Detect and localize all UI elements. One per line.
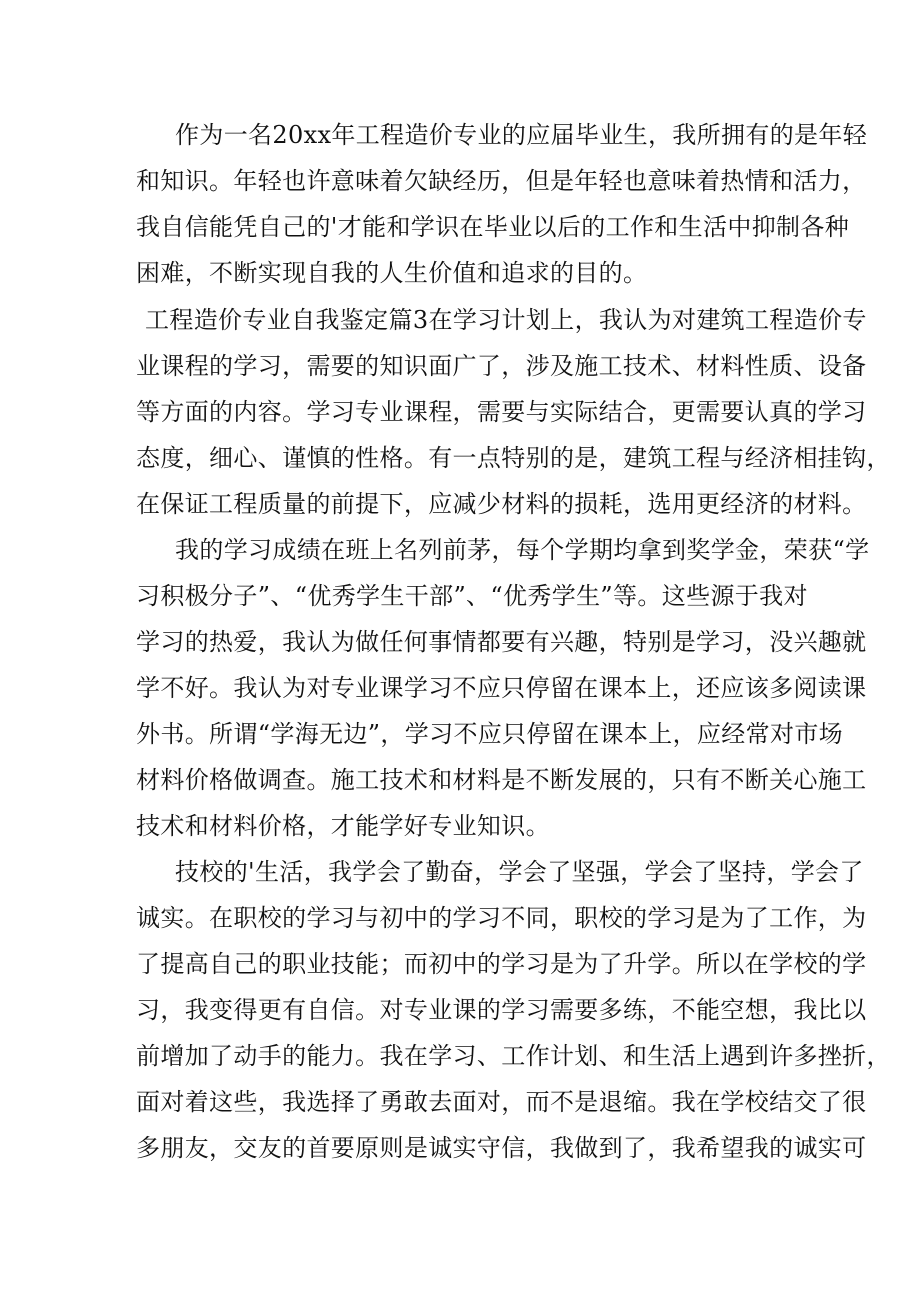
- text-line: 技校的'生活，我学会了勤奋，学会了坚强，学会了坚持，学会了: [175, 858, 864, 886]
- text-line: 我的学习成绩在班上名列前茅，每个学期均拿到奖学金，荣获“学: [175, 536, 870, 564]
- text-line: 习积极分子”、“优秀学生干部”、“优秀学生”等。这些源于我对: [136, 582, 808, 610]
- text-line: 态度，细心、谨慎的性格。有一点特别的是，建筑工程与经济相挂钩，: [136, 444, 891, 472]
- text-line: 等方面的内容。学习专业课程，需要与实际结合，更需要认真的学习: [136, 398, 867, 426]
- text-line: 了提高自己的职业技能；而初中的学习是为了升学。所以在学校的学: [136, 950, 867, 978]
- text-line: 我自信能凭自己的'才能和学识在毕业以后的工作和生活中抑制各种: [136, 213, 850, 241]
- text-line: 诚实。在职校的学习与初中的学习不同，职校的学习是为了工作，为: [136, 904, 867, 932]
- text-line: 作为一名20xx年工程造价专业的应届毕业生，我所拥有的是年轻: [175, 121, 868, 149]
- text-line: 技术和材料价格，才能学好专业知识。: [136, 812, 550, 840]
- text-line: 业课程的学习，需要的知识面广了，涉及施工技术、材料性质、设备: [136, 352, 867, 380]
- text-line: 外书。所谓“学海无边”，学习不应只停留在课本上，应经常对市场: [136, 720, 844, 748]
- text-line: 材料价格做调查。施工技术和材料是不断发展的，只有不断关心施工: [136, 766, 867, 794]
- text-line: 困难，不断实现自我的人生价值和追求的目的。: [136, 259, 648, 287]
- text-line: 和知识。年轻也许意味着欠缺经历，但是年轻也意味着热情和活力，: [136, 167, 867, 195]
- text-line: 在保证工程质量的前提下，应减少材料的损耗，选用更经济的材料。: [136, 490, 867, 518]
- text-line: 多朋友，交友的首要原则是诚实守信，我做到了，我希望我的诚实可: [136, 1134, 867, 1162]
- text-line: 学不好。我认为对专业课学习不应只停留在课本上，还应该多阅读课: [136, 674, 867, 702]
- text-line: 面对着这些，我选择了勇敢去面对，而不是退缩。我在学校结交了很: [136, 1088, 867, 1116]
- text-line: 工程造价专业自我鉴定篇3在学习计划上，我认为对建筑工程造价专: [145, 306, 867, 334]
- text-line: 学习的热爱，我认为做任何事情都要有兴趣，特别是学习，没兴趣就: [136, 628, 867, 656]
- text-line: 前增加了动手的能力。我在学习、工作计划、和生活上遇到许多挫折，: [136, 1042, 891, 1070]
- text-line: 习，我变得更有自信。对专业课的学习需要多练，不能空想，我比以: [136, 996, 867, 1024]
